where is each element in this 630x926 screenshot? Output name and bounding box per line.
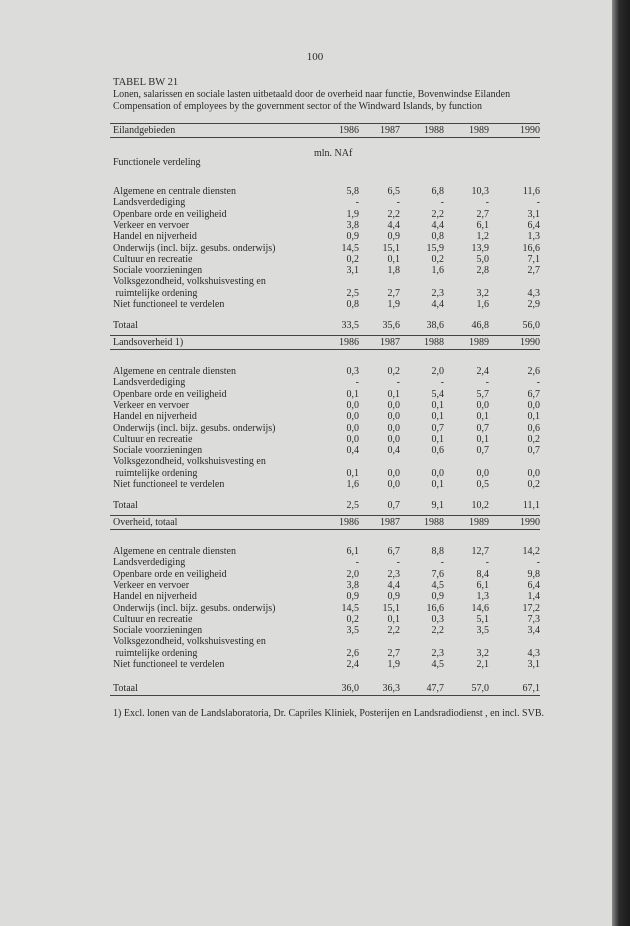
cell-value: 1,9 [387,659,400,670]
row-label-continued: ruimtelijke ordening [113,467,198,479]
scan-edge [612,0,630,926]
total-value: 67,1 [522,683,540,694]
cell-value: 2,6 [346,647,359,659]
cell-value: 5,4 [431,388,444,400]
table-row [113,254,540,265]
cell-value: 14,2 [522,546,540,557]
footnote: 1) Excl. lonen van de Landslaboratoria, Dr. Capriles Kliniek, Posterijen en Landsradiodienst , en incl. SVB. [113,708,545,719]
cell-value: 2,2 [431,208,444,220]
cell-value: 0,6 [527,422,540,434]
table-row [113,445,540,456]
table-row [113,209,540,220]
header-top-rule [110,123,540,124]
cell-value: 0,4 [346,445,359,457]
cell-value: 2,8 [476,265,489,277]
cell-value: 0,1 [346,388,359,400]
unit-label: mln. NAf [314,148,353,159]
cell-value: 2,2 [431,625,444,637]
row-label-continued: ruimtelijke ordening [113,287,198,299]
table-row [113,186,540,197]
total-value: 9,1 [431,500,444,511]
cell-value: - [440,377,444,389]
header-top-rule [110,335,540,336]
row-label: Cultuur en recreatie [113,253,193,265]
cell-value: 6,8 [431,186,444,197]
table-row [113,288,540,299]
cell-value: 0,0 [387,422,400,434]
table-id: TABEL BW 21 [113,77,179,88]
cell-value: 0,7 [431,422,444,434]
cell-value: 0,1 [476,411,489,423]
total-value: 36,3 [382,683,400,694]
cell-value: 11,6 [522,186,540,197]
total-row [113,500,540,511]
cell-value: - [485,197,489,209]
row-label: Verkeer en vervoer [113,579,190,591]
table-row [113,591,540,602]
cell-value: 0,9 [346,591,359,603]
cell-value: 0,0 [346,422,359,434]
cell-value: 0,0 [431,467,444,479]
cell-value: 1,8 [387,265,400,277]
cell-value: 0,0 [387,433,400,445]
cell-value: 3,8 [346,219,359,231]
cell-value: - [355,197,359,209]
row-label: Sociale voorzieningen [113,625,203,637]
row-label: Sociale voorzieningen [113,265,203,277]
cell-value: - [396,557,400,569]
table-row [113,614,540,625]
row-label: Handel en nijverheid [113,231,197,243]
table-row [113,456,540,467]
cell-value: 2,0 [346,568,359,580]
cell-value: 0,1 [387,613,400,625]
cell-value: 4,4 [387,219,400,231]
table-row [113,197,540,208]
cell-value: 2,1 [476,659,489,670]
cell-value: 5,1 [476,613,489,625]
row-label: Onderwijs (incl. bijz. gesubs. onderwijs) [113,242,276,254]
row-label: Openbare orde en veiligheid [113,208,227,220]
cell-value: 0,8 [346,299,359,310]
cell-value: 0,0 [346,433,359,445]
cell-value: 3,5 [476,625,489,637]
table-row [113,265,540,276]
cell-value: - [355,377,359,389]
cell-value: - [440,557,444,569]
row-label: Sociale voorzieningen [113,445,203,457]
cell-value: 14,5 [341,602,359,614]
cell-value: 1,4 [527,591,540,603]
cell-value: 4,3 [527,647,540,659]
year-header: 1987 [380,337,400,348]
cell-value: 3,2 [476,287,489,299]
cell-value: 12,7 [471,546,489,557]
table-row [113,220,540,231]
row-label: Volksgezondheid, volkshuisvesting en [113,636,266,648]
total-value: 57,0 [471,683,489,694]
cell-value: 0,2 [346,613,359,625]
header-row [113,517,540,529]
table-row [113,243,540,254]
year-header: 1990 [520,517,540,528]
cell-value: 4,3 [527,287,540,299]
section-name: Eilandgebieden [113,125,176,136]
cell-value: 0,4 [387,445,400,457]
cell-value: - [355,557,359,569]
section-name: Overheid, totaal [113,517,178,528]
row-label: Handel en nijverheid [113,411,197,423]
table-row [113,557,540,568]
cell-value: 9,8 [527,568,540,580]
cell-value: 0,1 [431,399,444,411]
table-row [113,580,540,591]
cell-value: 3,2 [476,647,489,659]
header-row [113,125,540,137]
total-value: 36,0 [341,683,359,694]
year-header: 1987 [380,517,400,528]
total-value: 35,6 [382,320,400,331]
cell-value: 2,3 [387,568,400,580]
cell-value: 3,5 [346,625,359,637]
cell-value: - [485,377,489,389]
subheading: Functionele verdeling [113,157,201,168]
row-label: Algemene en centrale diensten [113,546,236,557]
total-label: Totaal [113,320,138,331]
table-row [113,411,540,422]
table-row [113,625,540,636]
cell-value: 0,0 [387,479,400,490]
table-row [113,546,540,557]
cell-value: 5,8 [346,186,359,197]
row-label: Onderwijs (incl. bijz. gesubs. onderwijs) [113,602,276,614]
total-value: 10,2 [471,500,489,511]
table-row [113,276,540,287]
cell-value: 6,5 [387,186,400,197]
cell-value: 6,4 [527,219,540,231]
total-row [113,683,540,694]
cell-value: 0,0 [346,411,359,423]
total-value: 46,8 [471,320,489,331]
cell-value: 0,9 [431,591,444,603]
table-row [113,366,540,377]
row-label: Niet functioneel te verdelen [113,479,225,490]
table-row [113,569,540,580]
cell-value: 14,6 [471,602,489,614]
title-english: Compensation of employees by the government sector of the Windward Islands, by function [113,101,483,112]
cell-value: 7,3 [527,613,540,625]
total-value: 11,1 [522,500,540,511]
cell-value: 2,2 [387,208,400,220]
header-row [113,337,540,349]
cell-value: 4,4 [387,579,400,591]
cell-value: 16,6 [426,602,444,614]
row-label: Landsverdediging [113,377,186,389]
cell-value: 8,8 [431,546,444,557]
cell-value: 3,1 [527,659,540,670]
cell-value: 0,1 [527,411,540,423]
cell-value: 4,4 [431,219,444,231]
cell-value: 16,6 [522,242,540,254]
cell-value: 7,1 [527,253,540,265]
cell-value: 0,1 [431,411,444,423]
table-row [113,389,540,400]
cell-value: 0,9 [387,591,400,603]
cell-value: 6,4 [527,579,540,591]
cell-value: 0,3 [431,613,444,625]
cell-value: 14,5 [341,242,359,254]
cell-value: 1,3 [476,591,489,603]
table-row [113,434,540,445]
cell-value: 2,5 [346,287,359,299]
year-header: 1990 [520,125,540,136]
cell-value: 6,1 [476,579,489,591]
cell-value: 0,5 [476,479,489,490]
cell-value: 2,7 [387,287,400,299]
total-label: Totaal [113,500,138,511]
cell-value: 2,0 [431,366,444,377]
cell-value: 4,5 [431,579,444,591]
header-bottom-rule [110,137,540,138]
table-row [113,603,540,614]
cell-value: - [440,197,444,209]
year-header: 1986 [339,337,359,348]
cell-value: 0,1 [346,467,359,479]
table-bottom-rule [110,695,540,696]
cell-value: 0,6 [431,445,444,457]
table-row [113,377,540,388]
row-label: Algemene en centrale diensten [113,186,236,197]
row-label: Landsverdediging [113,557,186,569]
cell-value: 3,1 [346,265,359,277]
cell-value: 0,7 [476,422,489,434]
cell-value: 2,7 [476,208,489,220]
table-row [113,231,540,242]
cell-value: 0,0 [387,411,400,423]
cell-value: 2,4 [346,659,359,670]
row-label: Openbare orde en veiligheid [113,568,227,580]
cell-value: 0,7 [476,445,489,457]
cell-value: 2,9 [527,299,540,310]
row-label: Volksgezondheid, volkshuisvesting en [113,276,266,288]
row-label: Verkeer en vervoer [113,219,190,231]
table-row [113,299,540,310]
section-name: Landsoverheid 1) [113,337,184,348]
row-label: Onderwijs (incl. bijz. gesubs. onderwijs) [113,422,276,434]
cell-value: - [536,197,540,209]
year-header: 1989 [469,125,489,136]
cell-value: - [536,377,540,389]
cell-value: 10,3 [471,186,489,197]
table-row [113,659,540,670]
cell-value: 0,1 [387,388,400,400]
table-row [113,400,540,411]
cell-value: 1,3 [527,231,540,243]
row-label: Cultuur en recreatie [113,613,193,625]
cell-value: 0,1 [476,433,489,445]
cell-value: 0,1 [431,433,444,445]
cell-value: 0,0 [387,467,400,479]
table-row [113,423,540,434]
year-header: 1986 [339,125,359,136]
cell-value: 1,2 [476,231,489,243]
cell-value: 15,9 [426,242,444,254]
cell-value: 4,5 [431,659,444,670]
total-row [113,320,540,331]
cell-value: 4,4 [431,299,444,310]
cell-value: 2,3 [431,287,444,299]
cell-value: 1,6 [431,265,444,277]
title-dutch: Lonen, salarissen en sociale lasten uitbetaald door de overheid naar functie, Bovenwindse Eilanden [113,89,511,100]
cell-value: 3,1 [527,208,540,220]
table-row [113,468,540,479]
cell-value: 2,3 [431,647,444,659]
cell-value: 7,6 [431,568,444,580]
cell-value: 17,2 [522,602,540,614]
cell-value: 0,0 [527,467,540,479]
cell-value: 0,0 [387,399,400,411]
cell-value: 6,7 [527,388,540,400]
cell-value: 5,0 [476,253,489,265]
cell-value: 0,2 [527,433,540,445]
total-value: 56,0 [522,320,540,331]
cell-value: 2,2 [387,625,400,637]
cell-value: 0,9 [346,231,359,243]
cell-value: 1,9 [387,299,400,310]
cell-value: 6,7 [387,546,400,557]
row-label: Handel en nijverheid [113,591,197,603]
cell-value: - [536,557,540,569]
cell-value: 8,4 [476,568,489,580]
page-number: 100 [306,51,324,63]
cell-value: 5,7 [476,388,489,400]
row-label: Cultuur en recreatie [113,433,193,445]
cell-value: 0,0 [527,399,540,411]
year-header: 1986 [339,517,359,528]
cell-value: 15,1 [382,242,400,254]
header-top-rule [110,515,540,516]
year-header: 1989 [469,517,489,528]
cell-value: - [485,557,489,569]
year-header: 1987 [380,125,400,136]
cell-value: 6,1 [476,219,489,231]
year-header: 1989 [469,337,489,348]
cell-value: 2,7 [527,265,540,277]
cell-value: 0,2 [527,479,540,490]
total-value: 47,7 [426,683,444,694]
cell-value: 0,7 [527,445,540,457]
cell-value: 2,7 [387,647,400,659]
cell-value: 0,3 [346,366,359,377]
cell-value: 0,0 [476,467,489,479]
cell-value: 13,9 [471,242,489,254]
cell-value: 3,8 [346,579,359,591]
row-label: Algemene en centrale diensten [113,366,236,377]
year-header: 1988 [424,337,444,348]
cell-value: 0,0 [476,399,489,411]
cell-value: 6,1 [346,546,359,557]
cell-value: - [396,197,400,209]
row-label: Niet functioneel te verdelen [113,659,225,670]
cell-value: 0,2 [387,366,400,377]
header-bottom-rule [110,349,540,350]
row-label: Niet functioneel te verdelen [113,299,225,310]
row-label: Openbare orde en veiligheid [113,388,227,400]
year-header: 1988 [424,125,444,136]
cell-value: 0,0 [346,399,359,411]
total-value: 2,5 [346,500,359,511]
cell-value: 1,6 [346,479,359,490]
cell-value: - [396,377,400,389]
cell-value: 0,1 [387,253,400,265]
cell-value: 0,2 [431,253,444,265]
cell-value: 3,4 [527,625,540,637]
table-row [113,479,540,490]
row-label-continued: ruimtelijke ordening [113,647,198,659]
table-row [113,648,540,659]
row-label: Landsverdediging [113,197,186,209]
total-label: Totaal [113,683,138,694]
header-bottom-rule [110,529,540,530]
row-label: Volksgezondheid, volkshuisvesting en [113,456,266,468]
cell-value: 0,2 [346,253,359,265]
row-label: Verkeer en vervoer [113,399,190,411]
cell-value: 1,6 [476,299,489,310]
cell-value: 2,4 [476,366,489,377]
cell-value: 1,9 [346,208,359,220]
total-value: 38,6 [426,320,444,331]
cell-value: 2,6 [527,366,540,377]
cell-value: 15,1 [382,602,400,614]
table-row [113,636,540,647]
cell-value: 0,8 [431,231,444,243]
year-header: 1988 [424,517,444,528]
total-value: 33,5 [341,320,359,331]
cell-value: 0,9 [387,231,400,243]
total-value: 0,7 [387,500,400,511]
year-header: 1990 [520,337,540,348]
cell-value: 0,1 [431,479,444,490]
